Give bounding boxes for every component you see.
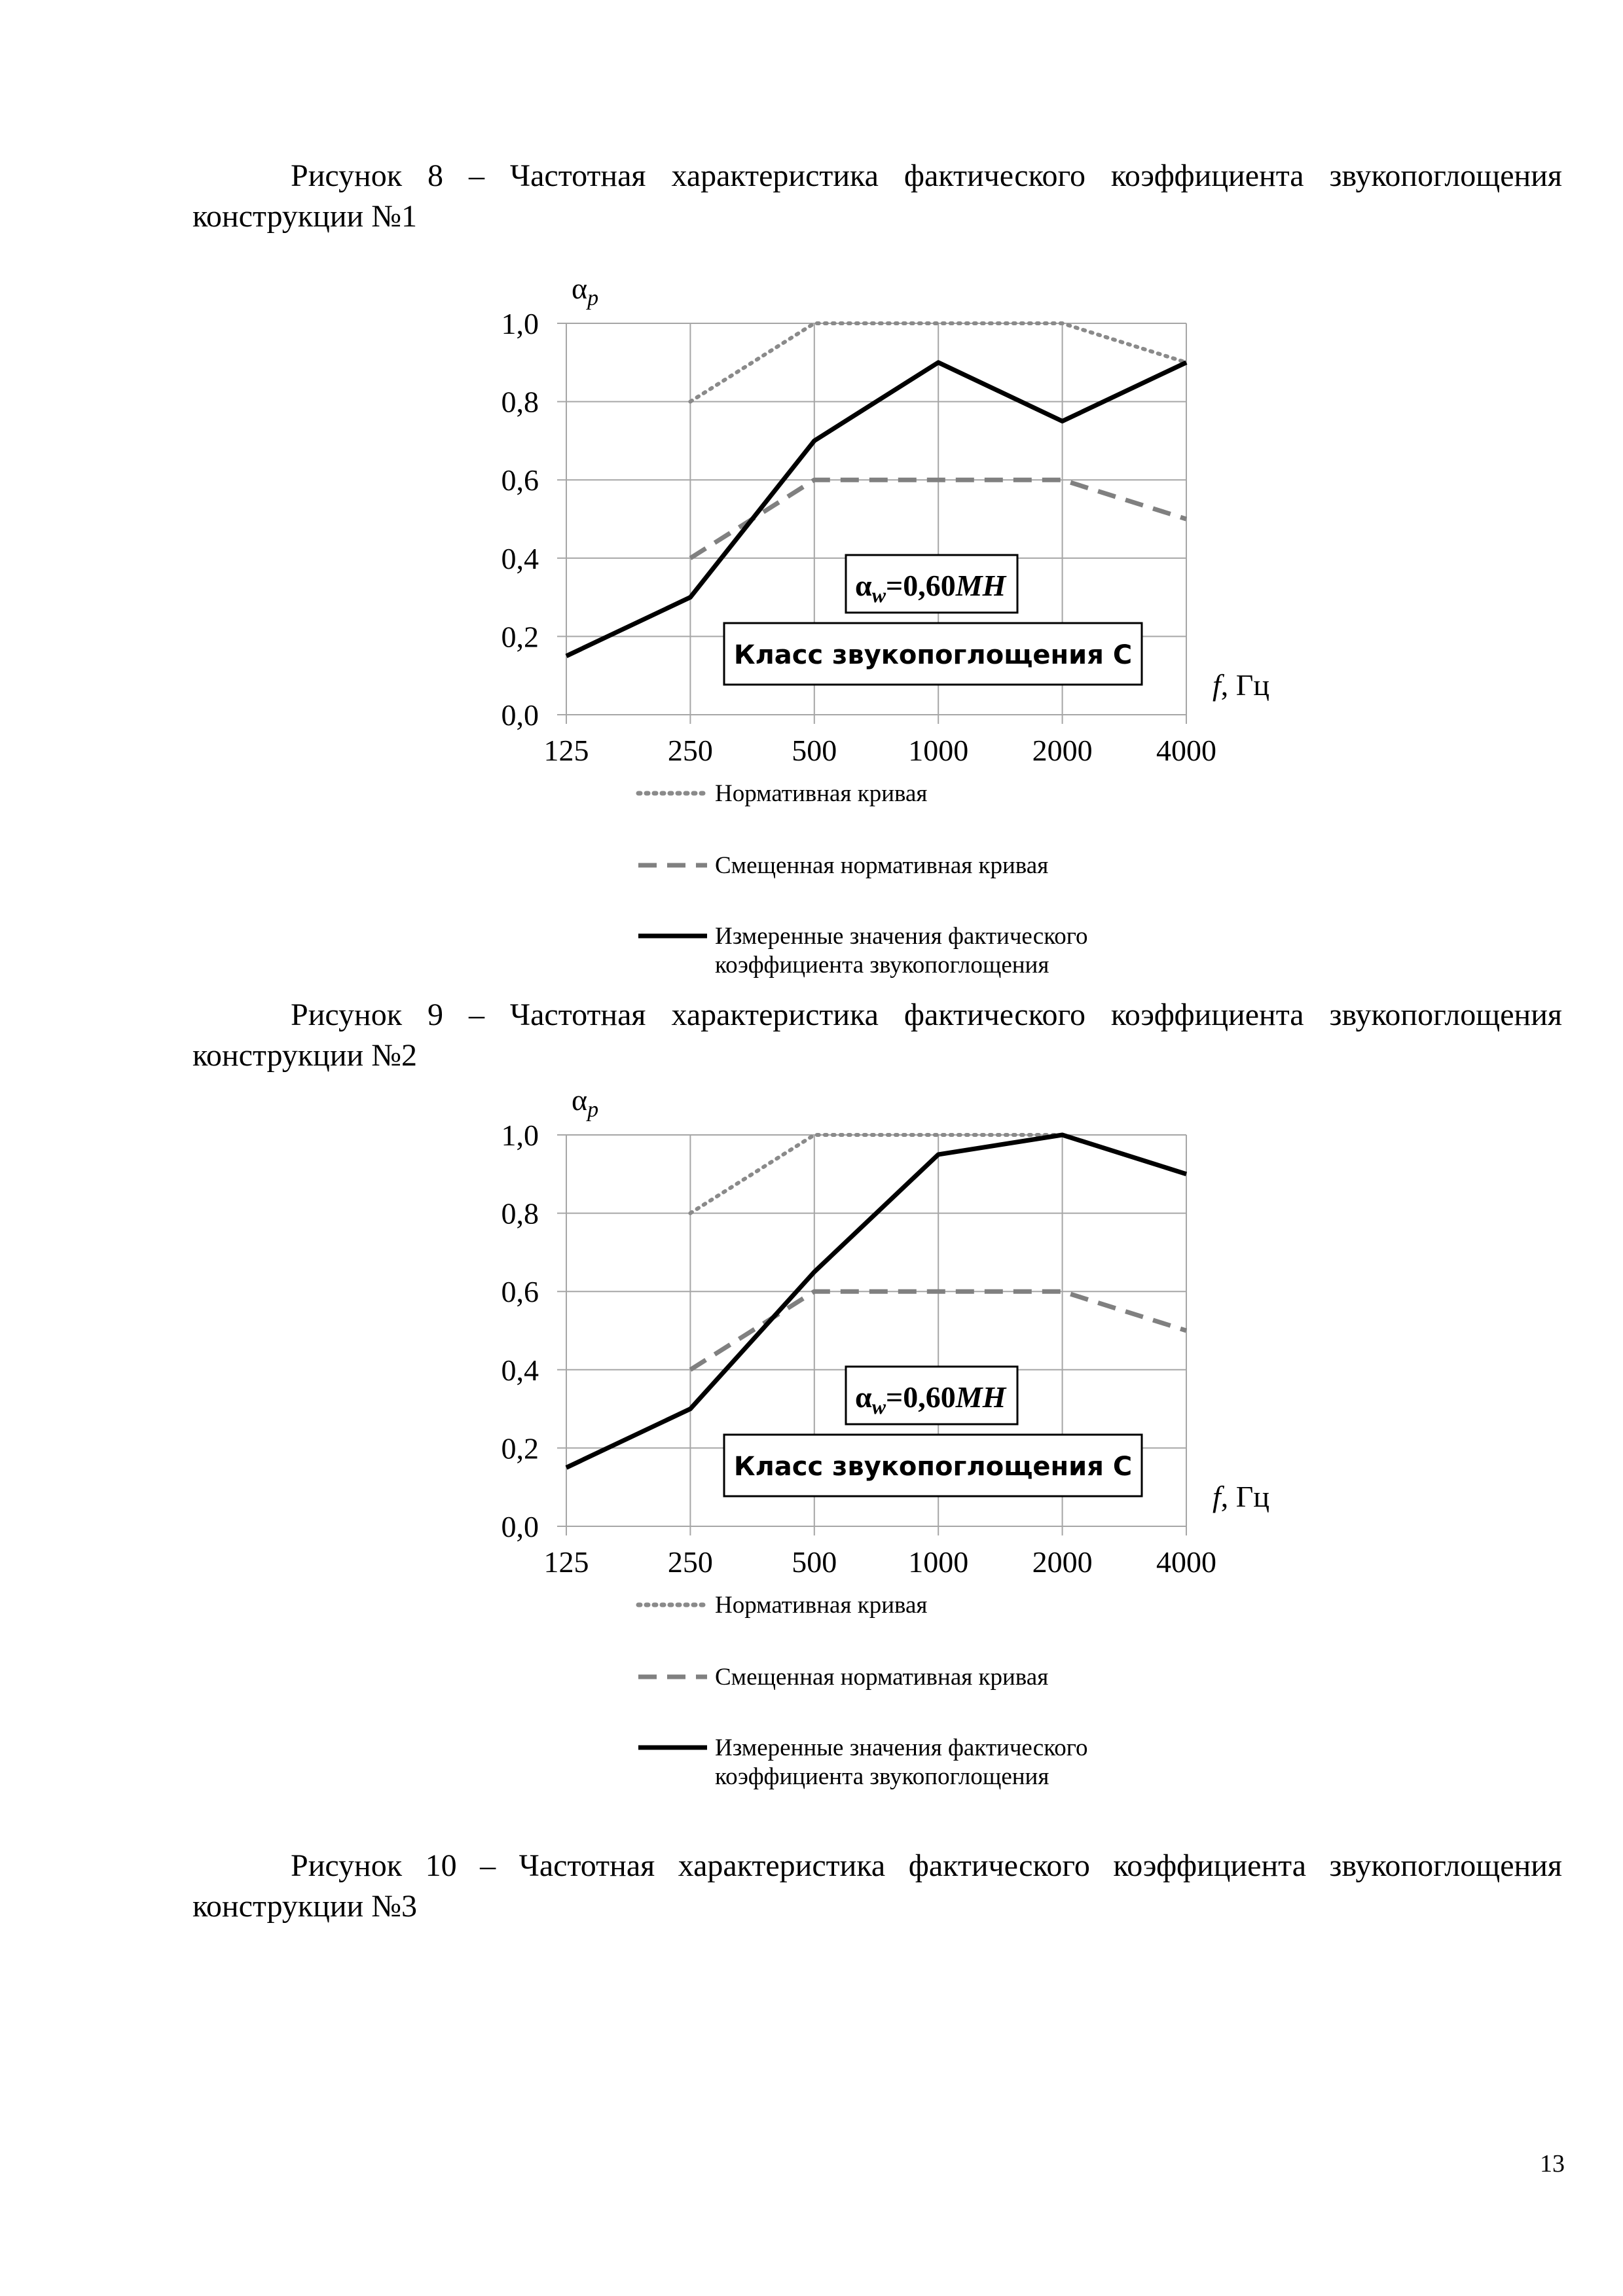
- caption-line: Рисунок 8 – Частотная характеристика фактического коэффициента звукопоглощения: [291, 158, 1562, 193]
- legend-label: Нормативная кривая: [715, 780, 928, 807]
- x-axis-label: f, Гц: [1213, 668, 1269, 702]
- x-tick-label: 2000: [1032, 734, 1093, 767]
- y-axis-label: $\alpha_p$: [572, 272, 599, 310]
- x-axis-label: f, Гц: [1213, 1480, 1269, 1513]
- caption-line: конструкции №3: [192, 1889, 417, 1924]
- figure-8-caption: [192, 156, 1562, 237]
- chart-construction-2: [0, 1073, 1623, 1813]
- legend-label: Измеренные значения фактического: [715, 1734, 1088, 1761]
- x-tick-label: 4000: [1156, 1545, 1216, 1579]
- y-tick-label: 0,2: [501, 1431, 539, 1465]
- y-tick-label: 0,0: [501, 698, 539, 732]
- y-tick-label: 0,2: [501, 620, 539, 654]
- legend-label: Измеренные значения фактического: [715, 923, 1088, 950]
- x-tick-label: 250: [667, 734, 713, 767]
- x-tick-label: 500: [792, 734, 837, 767]
- x-tick-label: 125: [543, 734, 589, 767]
- y-tick-label: 0,8: [501, 385, 539, 419]
- legend-label: Смещенная нормативная кривая: [715, 852, 1049, 879]
- x-tick-label: 250: [667, 1545, 713, 1579]
- legend-label: Нормативная кривая: [715, 1592, 928, 1619]
- chart-construction-1: [0, 262, 1623, 1001]
- y-axis-label: $\alpha_p$: [572, 1083, 599, 1122]
- figure-10-caption: [192, 1846, 1562, 1927]
- x-tick-label: 125: [543, 1545, 589, 1579]
- x-tick-label: 500: [792, 1545, 837, 1579]
- x-tick-label: 2000: [1032, 1545, 1093, 1579]
- absorption-class-label: Класс звукопоглощения С: [733, 640, 1133, 670]
- y-tick-label: 0,4: [501, 541, 539, 575]
- caption-line: Рисунок 10 – Частотная характеристика фактического коэффициента звукопоглощения: [291, 1848, 1562, 1883]
- absorption-class-label: Класс звукопоглощения С: [733, 1452, 1133, 1482]
- legend-label: Смещенная нормативная кривая: [715, 1664, 1049, 1691]
- y-tick-label: 0,8: [501, 1196, 539, 1230]
- y-tick-label: 1,0: [501, 1119, 539, 1152]
- caption-line: конструкции №1: [192, 199, 417, 234]
- y-tick-label: 0,6: [501, 1275, 539, 1309]
- y-tick-label: 0,4: [501, 1353, 539, 1387]
- legend-label: коэффициента звукопоглощения: [715, 1763, 1049, 1790]
- alpha-w-label: $\alpha_w=0,60MH$: [855, 569, 1006, 607]
- y-tick-label: 1,0: [501, 307, 539, 340]
- y-tick-label: 0,0: [501, 1510, 539, 1543]
- legend-label: коэффициента звукопоглощения: [715, 952, 1049, 978]
- alpha-w-label: $\alpha_w=0,60MH$: [855, 1380, 1006, 1418]
- x-tick-label: 4000: [1156, 734, 1216, 767]
- x-tick-label: 1000: [908, 734, 969, 767]
- x-tick-label: 1000: [908, 1545, 969, 1579]
- page-number: 13: [1540, 2150, 1565, 2178]
- figure-9-caption: [192, 995, 1562, 1076]
- caption-line: Рисунок 9 – Частотная характеристика фактического коэффициента звукопоглощения: [291, 997, 1562, 1032]
- y-tick-label: 0,6: [501, 463, 539, 497]
- caption-line: конструкции №2: [192, 1038, 417, 1073]
